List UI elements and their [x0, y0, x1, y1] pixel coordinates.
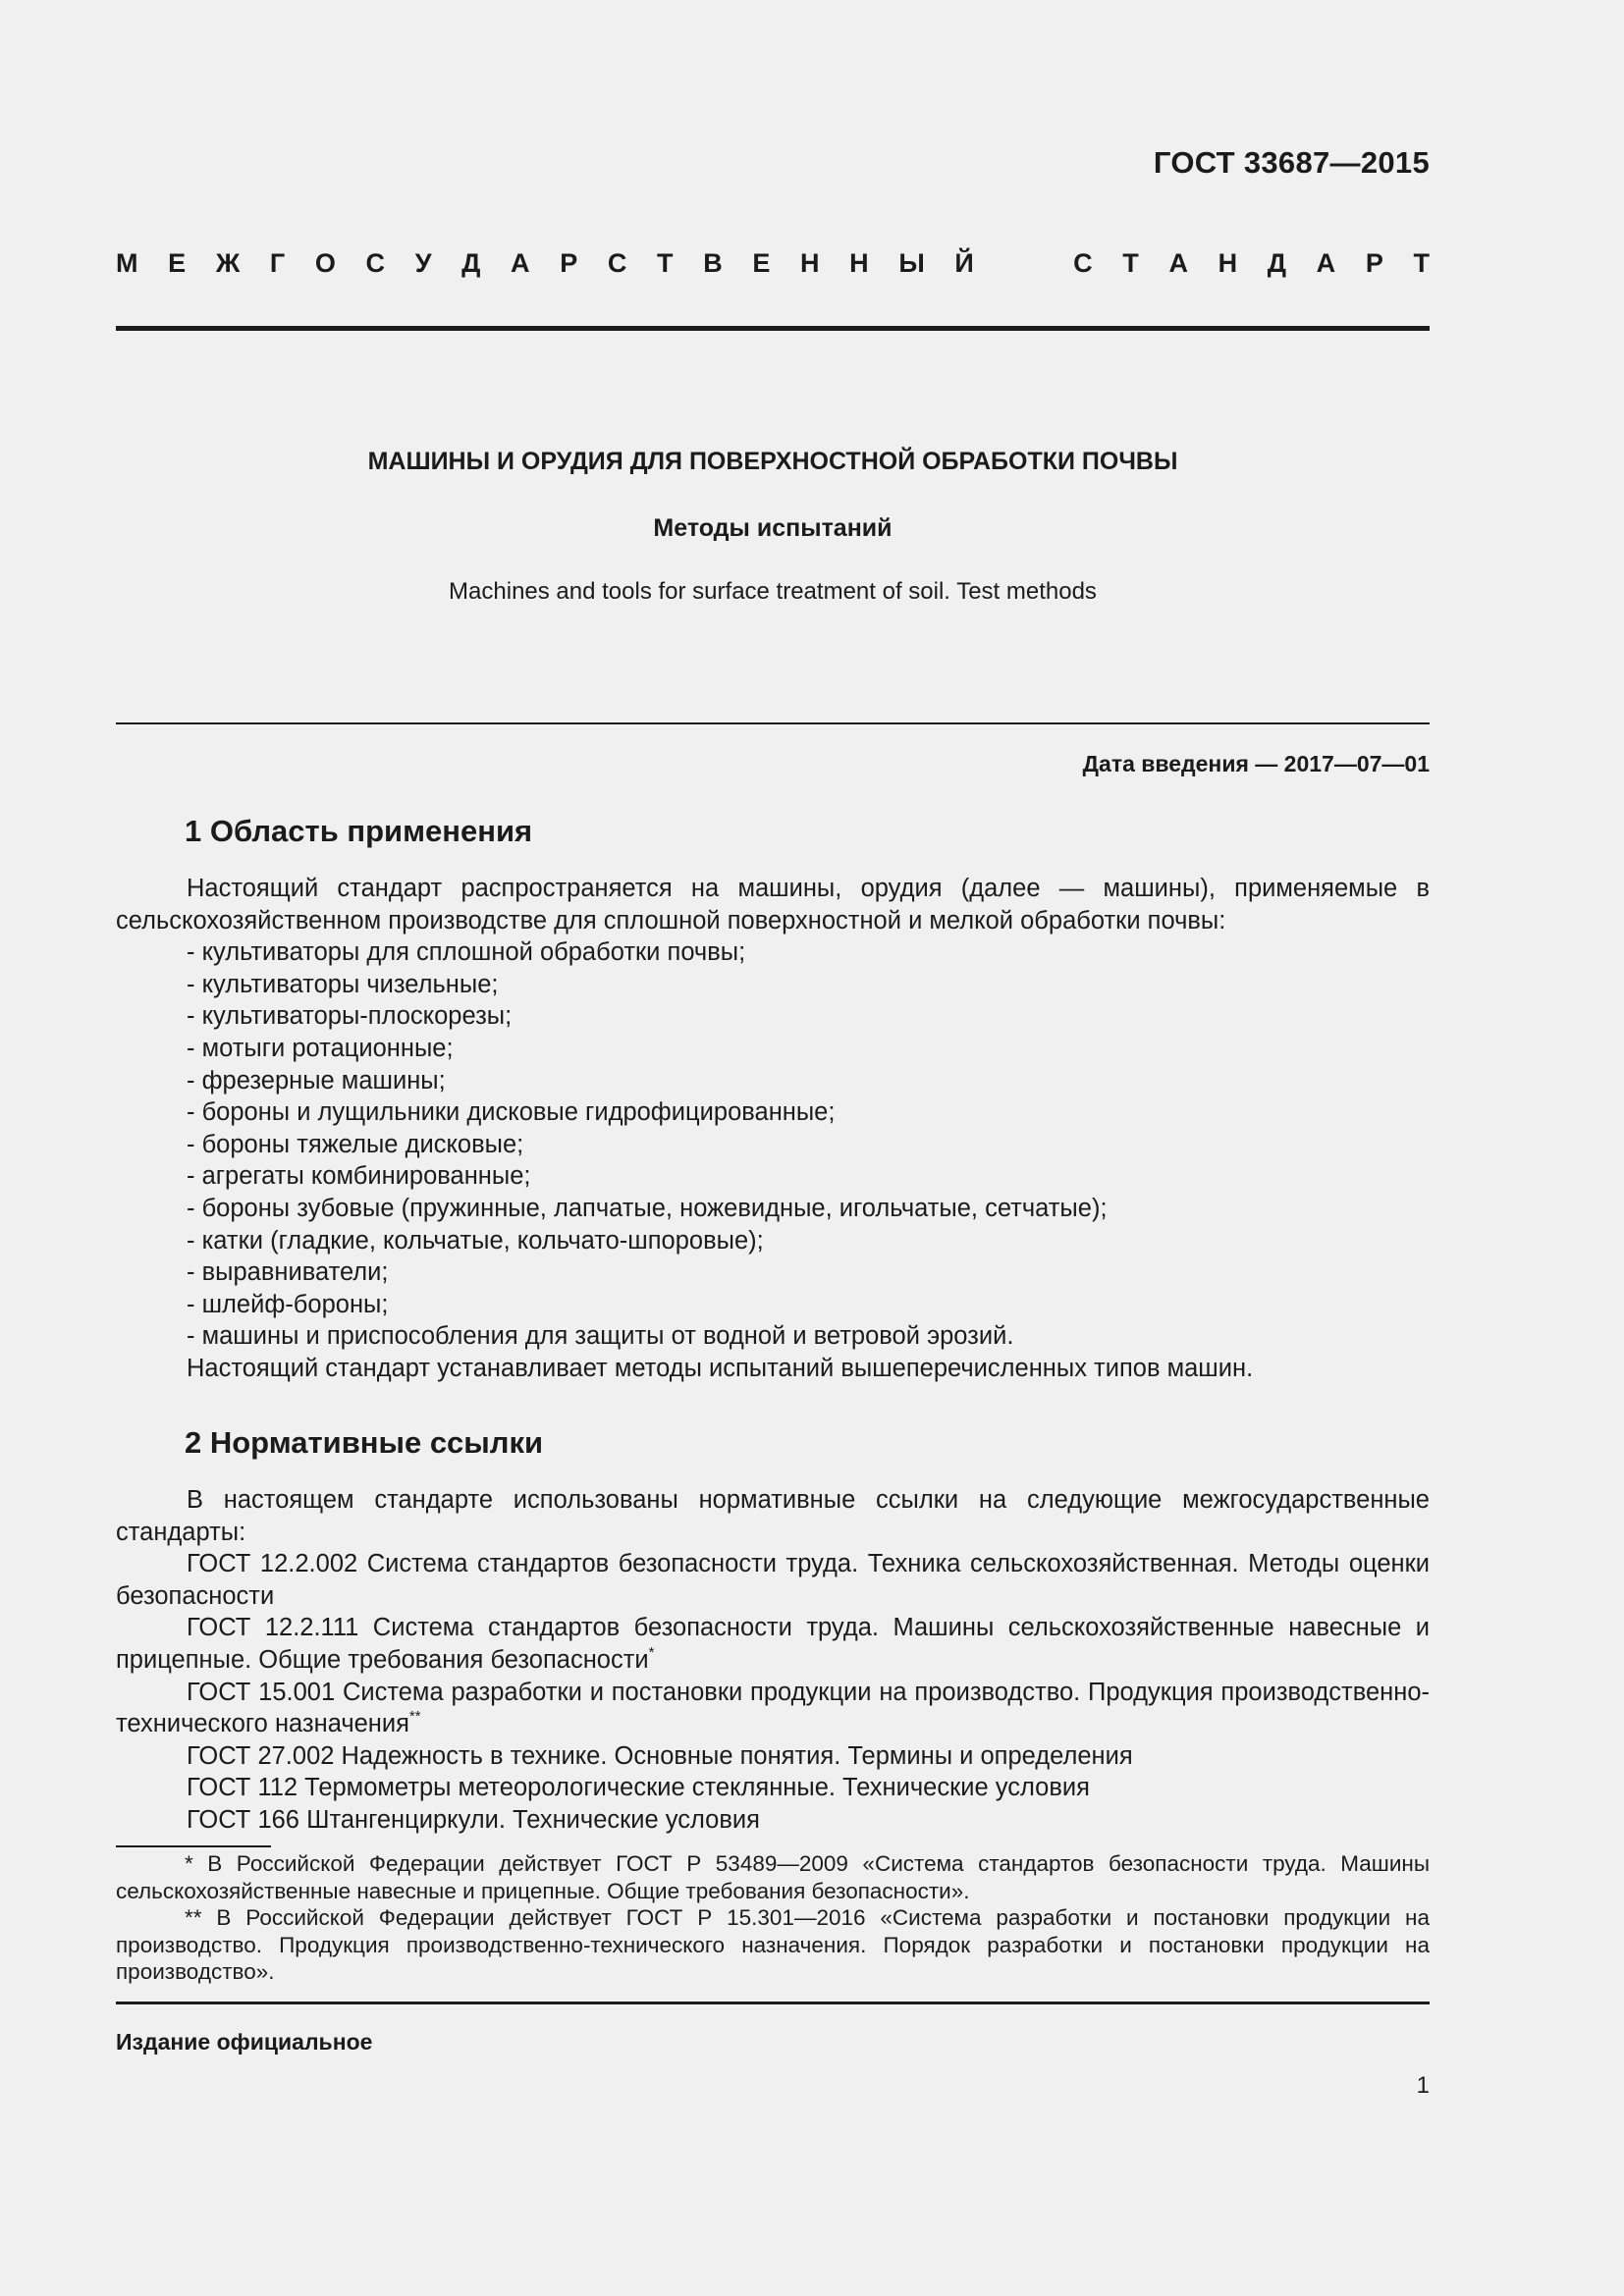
list-item: - катки (гладкие, кольчатые, кольчато-шпоровые); [187, 1226, 764, 1255]
list-item: - фрезерные машины; [187, 1066, 446, 1095]
list-item: - культиваторы-плоскорезы; [187, 1002, 513, 1031]
heading-letter: С [607, 248, 627, 278]
heading-letter: О [314, 248, 336, 278]
heading-letter: Й [954, 248, 974, 278]
heading-letter: Ж [215, 248, 241, 278]
normative-reference [116, 1612, 1430, 1676]
reference-text: ГОСТ 15.001 Система разработки и постановки продукции на производство. Продукция производственно-технического назначения [116, 1678, 1430, 1738]
heading-letter: Р [560, 248, 578, 278]
footnote: ** В Российской Федерации действует ГОСТ Р 15.301—2016 «Система разработки и постановки продукции на производство. Продукция производственно-технического назначения. Порядок разработки и постановки продукции на производство». [116, 1905, 1430, 1985]
reference-text: ГОСТ 12.2.002 Система стандартов безопасности труда. Техника сельскохозяйственная. Методы оценки безопасности [116, 1550, 1430, 1610]
list-item: - выравниватели; [187, 1258, 389, 1287]
footer-divider [116, 2002, 1430, 2004]
english-title: Machines and tools for surface treatment of soil. Test methods [449, 578, 1097, 605]
heading-letter: Н [800, 248, 820, 278]
section-1-closing: Настоящий стандарт устанавливает методы испытаний вышеперечисленных типов машин. [187, 1354, 1254, 1382]
list-item: - агрегаты комбинированные; [187, 1162, 531, 1191]
heading-letter: Ы [898, 248, 925, 278]
heading-letter: Р [1365, 248, 1383, 278]
reference-text: ГОСТ 12.2.111 Система стандартов безопасности труда. Машины сельскохозяйственные навесные и прицепные. Общие требования безопасности [116, 1614, 1430, 1674]
footnote-separator [116, 1845, 271, 1847]
normative-reference [116, 1804, 1430, 1837]
heading-letter: А [1316, 248, 1336, 278]
reference-text: ГОСТ 27.002 Надежность в технике. Основные понятия. Термины и определения [187, 1741, 1133, 1770]
word-gap [1003, 248, 1043, 279]
normative-reference [116, 1677, 1430, 1740]
heading-letter: С [1073, 248, 1093, 278]
section-1-body [116, 873, 1430, 1385]
heading-letter: Д [461, 248, 481, 278]
list-item: - бороны и лущильники дисковые гидрофицированные; [187, 1098, 836, 1127]
normative-reference [116, 1772, 1430, 1804]
footnotes [116, 1850, 1430, 1986]
reference-text: ГОСТ 112 Термометры метеорологические стеклянные. Технические условия [187, 1774, 1090, 1802]
page-number: 1 [1416, 2072, 1430, 2099]
document-page [116, 0, 1430, 2296]
document-subtitle: Методы испытаний [653, 514, 893, 542]
heading-letter: Н [1218, 248, 1238, 278]
heading-letter: Т [1122, 248, 1139, 278]
official-edition-label: Издание официальное [116, 2029, 373, 2055]
heading-letter: В [703, 248, 723, 278]
heading-letter: Г [269, 248, 286, 278]
heading-letter: Т [1413, 248, 1430, 278]
header-divider [116, 326, 1430, 331]
list-item: - бороны тяжелые дисковые; [187, 1130, 524, 1158]
list-item: - культиваторы для сплошной обработки почвы; [187, 938, 746, 967]
heading-letter: Н [849, 248, 869, 278]
interstate-standard-heading [116, 248, 1430, 279]
list-item: - бороны зубовые (пружинные, лапчатые, ножевидные, игольчатые, сетчатые); [187, 1194, 1108, 1222]
heading-letter: Е [752, 248, 771, 278]
heading-letter: Д [1267, 248, 1287, 278]
list-item: - культиваторы чизельные; [187, 970, 499, 998]
title-divider [116, 722, 1430, 724]
reference-text: ГОСТ 166 Штангенциркули. Технические условия [187, 1805, 760, 1834]
section-2-heading: 2 Нормативные ссылки [185, 1425, 544, 1460]
heading-letter: А [1168, 248, 1188, 278]
heading-letter: У [414, 248, 432, 278]
heading-letter: С [365, 248, 386, 278]
section-2-intro: В настоящем стандарте использованы нормативные ссылки на следующие межгосударственные стандарты: [116, 1486, 1430, 1546]
heading-letter: Е [168, 248, 187, 278]
standard-code: ГОСТ 33687—2015 [1153, 145, 1430, 180]
document-title: МАШИНЫ И ОРУДИЯ ДЛЯ ПОВЕРХНОСТНОЙ ОБРАБОТКИ ПОЧВЫ [367, 448, 1178, 475]
footnote-marker: * [648, 1643, 655, 1661]
introduction-date: Дата введения — 2017—07—01 [1082, 751, 1430, 776]
heading-letter: М [116, 248, 138, 278]
normative-reference [116, 1740, 1430, 1773]
normative-reference [116, 1548, 1430, 1612]
heading-letter: А [511, 248, 530, 278]
section-1-intro: Настоящий стандарт распространяется на машины, орудия (далее — машины), применяемые в сельскохозяйственном производстве для сплошной поверхностной и мелкой обработки почвы: [116, 875, 1430, 934]
footnote: * В Российской Федерации действует ГОСТ Р 53489—2009 «Система стандартов безопасности труда. Машины сельскохозяйственные навесные и прицепные. Общие требования безопасности». [116, 1851, 1430, 1903]
list-item: - машины и приспособления для защиты от водной и ветровой эрозий. [187, 1322, 1014, 1351]
section-2-body [116, 1484, 1430, 1837]
list-item: - мотыги ротационные; [187, 1034, 454, 1062]
footnote-marker: ** [408, 1708, 421, 1726]
heading-letter: Т [657, 248, 674, 278]
section-1-heading: 1 Область применения [185, 814, 533, 848]
list-item: - шлейф-бороны; [187, 1290, 389, 1318]
